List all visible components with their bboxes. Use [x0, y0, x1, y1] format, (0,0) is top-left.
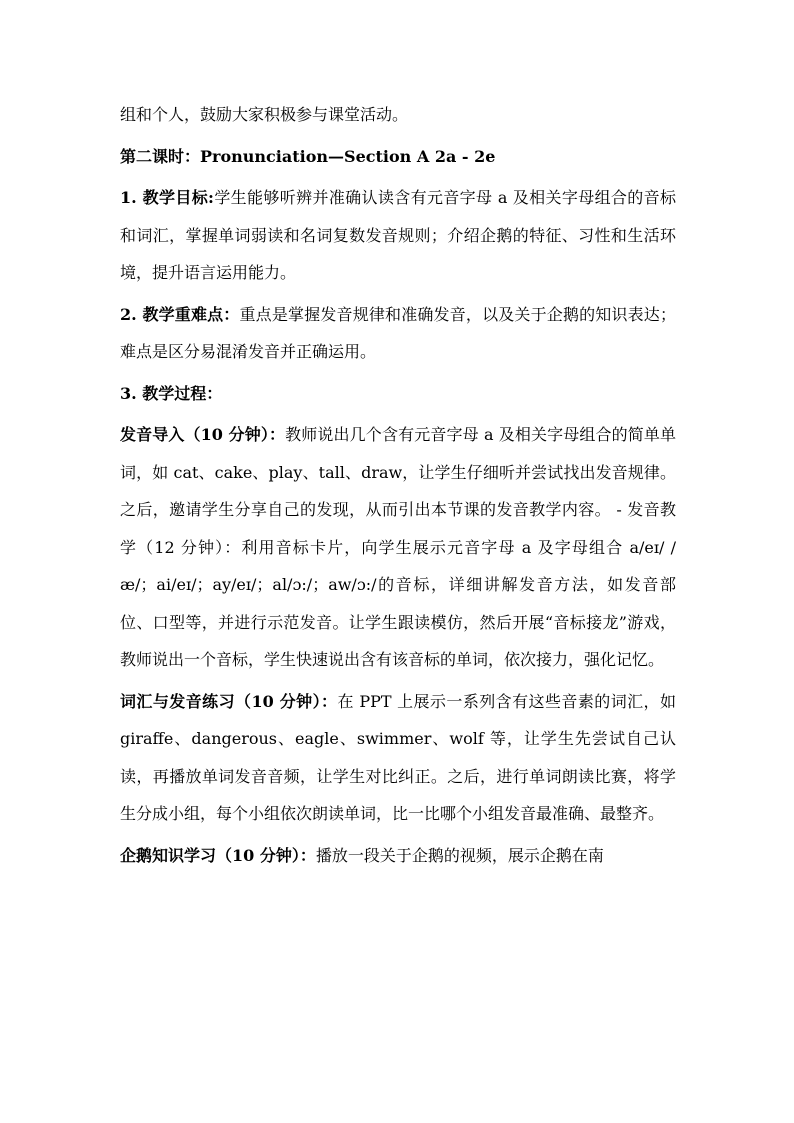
- objectives-label: 1. 教学目标:: [120, 188, 214, 207]
- process-label: 3. 教学过程：: [120, 383, 223, 403]
- lesson-heading: [120, 138, 676, 176]
- vocabulary-practice-text: 在 PPT 上展示一系列含有这些音素的词汇，如 giraffe、dangerous、eagle、swimmer、wolf 等，让学生先尝试自己认读，再播放单词发音音频，让学生对比纠正。之后，进行单词朗读比赛，将学生分成小组，每个小组依次朗读单词，比一比哪个小组发音最准确、最整齐。: [120, 691, 676, 823]
- document-page: [120, 96, 676, 874]
- paragraph-text: 组和个人，鼓励大家积极参与课堂活动。: [120, 105, 409, 124]
- key-difficulties: [120, 296, 676, 371]
- vocabulary-practice-label: 词汇与发音练习（10 分钟）：: [120, 691, 338, 711]
- penguin-knowledge-text: 播放一段关于企鹅的视频，展示企鹅在南: [315, 845, 604, 865]
- pronunciation-intro-text: 教师说出几个含有元音字母 a 及相关字母组合的简单单词，如 cat、cake、play、tall、draw，让学生仔细听并尝试找出发音规律。之后，邀请学生分享自己的发现，从而引出本节课的发音教学内容。 - 发音教学（12 分钟）：利用音标卡片，向学生展示元音字母 a 及字母组合 a/eɪ/ /æ/；ai/eɪ/；ay/eɪ/；al/ɔ:/；aw/ɔ:/的音标，详细讲解发音方法，如发音部位、口型等，并进行示范发音。让学生跟读模仿，然后开展“音标接龙”游戏，教师说出一个音标，学生快速说出含有该音标的单词，依次接力，强化记忆。: [120, 425, 677, 669]
- pronunciation-intro: [120, 416, 676, 679]
- lesson-title: Pronunciation—Section A 2a - 2e: [200, 146, 496, 166]
- teaching-objectives: [120, 179, 676, 292]
- teaching-process-heading: [120, 375, 676, 413]
- vocabulary-practice: [120, 683, 676, 833]
- pronunciation-intro-label: 发音导入（10 分钟）：: [120, 425, 286, 444]
- penguin-knowledge-label: 企鹅知识学习（10 分钟）：: [120, 845, 316, 865]
- objectives-text: 学生能够听辨并准确认读含有元音字母 a 及相关字母组合的音标和词汇，掌握单词弱读和名词复数发音规则；介绍企鹅的特征、习性和生活环境，提升语言运用能力。: [120, 188, 676, 282]
- lesson-label: 第二课时：: [120, 146, 201, 166]
- penguin-knowledge: [120, 837, 676, 875]
- difficulties-text: 重点是掌握发音规律和准确发音，以及关于企鹅的知识表达；难点是区分易混淆发音并正确运用。: [120, 304, 676, 361]
- difficulties-label: 2. 教学重难点：: [120, 304, 240, 324]
- paragraph-intro-continuation: [120, 96, 676, 134]
